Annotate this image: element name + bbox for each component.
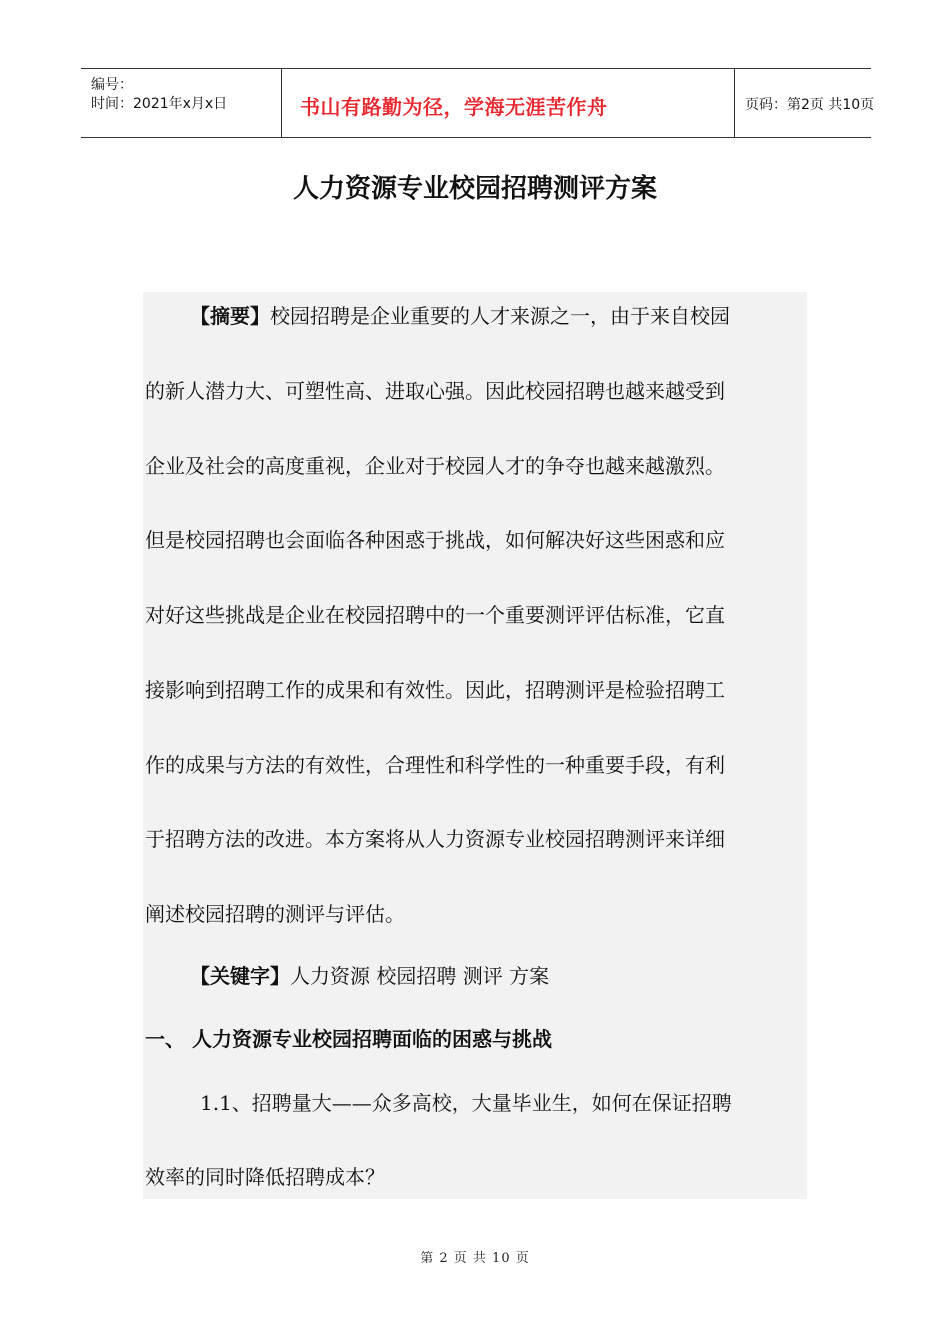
header-table [81, 68, 875, 138]
keywords-line [190, 964, 549, 988]
abstract-line-6: 接影响到招聘工作的成果和有效性。因此，招聘测评是检验招聘工 [145, 678, 725, 702]
abstract-text: 校园招聘是企业重要的人才来源之一，由于来自校园 [270, 304, 730, 328]
header-page-cell [735, 69, 875, 137]
abstract-line-3: 企业及社会的高度重视，企业对于校园人才的争夺也越来越激烈。 [145, 454, 725, 478]
motto-text: 书山有路勤为径，学海无涯苦作舟 [300, 95, 608, 119]
abstract-line-4: 但是校园招聘也会面临各种困惑于挑战，如何解决好这些困惑和应 [145, 528, 725, 552]
abstract-line-9: 阐述校园招聘的测评与评估。 [145, 902, 405, 926]
abstract-line-8: 于招聘方法的改进。本方案将从人力资源专业校园招聘测评来详细 [145, 827, 725, 851]
doc-code-label: 编号： [91, 77, 133, 93]
header-motto-cell [282, 69, 735, 137]
doc-time-label: 时间：2021年x月x日 [91, 96, 228, 112]
document-title: 人力资源专业校园招聘测评方案 [292, 174, 657, 204]
item-1-1-line-1: 1.1、招聘量大——众多高校，大量毕业生，如何在保证招聘 [200, 1091, 732, 1115]
page-footer: 第 2 页 共 10 页 [420, 1251, 530, 1266]
item-1-1-line-2: 效率的同时降低招聘成本？ [145, 1165, 385, 1189]
page-info: 页码：第2页 共10页 [745, 97, 875, 113]
header-meta-cell [81, 69, 282, 137]
keywords-label: 【关键字】 [190, 964, 290, 988]
abstract-line-2: 的新人潜力大、可塑性高、进取心强。因此校园招聘也越来越受到 [145, 379, 725, 403]
abstract-label: 【摘要】 [190, 304, 270, 328]
keywords-text: 人力资源 校园招聘 测评 方案 [290, 964, 550, 988]
abstract-line-5: 对好这些挑战是企业在校园招聘中的一个重要测评评估标准，它直 [145, 603, 725, 627]
abstract-line-1 [190, 304, 730, 328]
section-heading: 一、 人力资源专业校园招聘面临的困惑与挑战 [145, 1027, 552, 1051]
content-shade [143, 292, 807, 1199]
abstract-line-7: 作的成果与方法的有效性，合理性和科学性的一种重要手段，有利 [145, 753, 725, 777]
